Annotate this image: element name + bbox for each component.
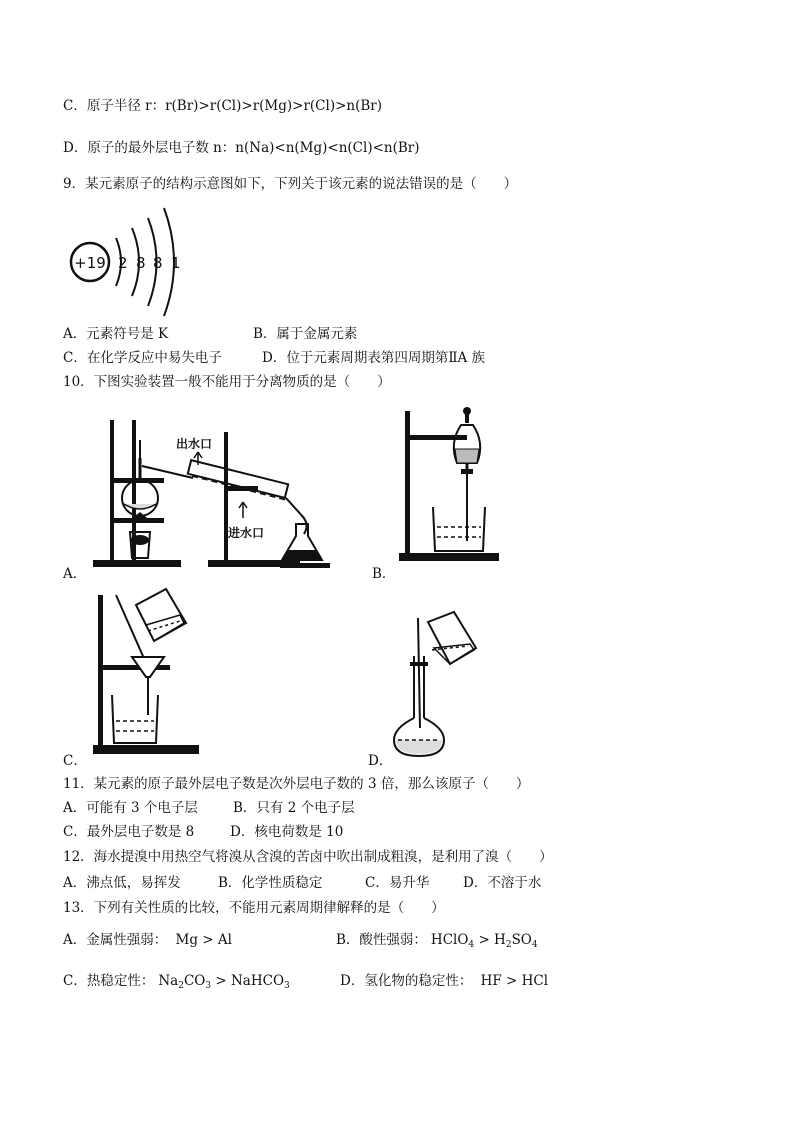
label-inlet: 进水口 <box>228 526 265 540</box>
q11-option-c: C．最外层电子数是 8 <box>63 824 195 840</box>
q13-d-label: D．氢化物的稳定性： <box>340 973 473 989</box>
q12-option-c: C．易升华 <box>365 875 430 891</box>
q13-option-a <box>63 931 232 949</box>
atomic-structure-diagram <box>60 200 200 320</box>
q10-option-c: C． <box>63 753 87 769</box>
q13-b-formula <box>431 932 538 948</box>
q13-b-sub2: 2 <box>505 940 512 950</box>
q13-b-part2: > H <box>474 932 506 948</box>
q13-stem: 13．下列有关性质的比较，不能用元素周期律解释的是（ ） <box>63 900 445 916</box>
q13-b-part3: SO <box>511 932 532 948</box>
q13-c-label: C．热稳定性： <box>63 973 155 989</box>
q13-b-label: B．酸性强弱： <box>336 932 427 948</box>
q10-stem: 10．下图实验装置一般不能用于分离物质的是（ ） <box>63 374 391 390</box>
q13-c-part1: Na <box>158 973 179 989</box>
q13-c-part3: > NaHCO <box>211 973 285 989</box>
q13-c-sub1: 2 <box>178 981 184 991</box>
shell-1-count: 2 <box>118 254 128 272</box>
q10-option-a: A． <box>63 566 87 582</box>
q12-stem: 12．海水提溴中用热空气将溴从含溴的苦卤中吹出制成粗溴，是利用了溴（ ） <box>63 849 553 865</box>
separatory-funnel-apparatus <box>395 403 505 568</box>
q9-option-a: A．元素符号是 K <box>63 326 169 342</box>
q13-d-formula: HF > HCl <box>480 973 549 989</box>
q10-option-d: D． <box>368 753 393 769</box>
volumetric-flask-apparatus <box>390 610 485 760</box>
q13-c-sub3: 3 <box>284 981 290 991</box>
q9-option-b: B．属于金属元素 <box>253 326 358 342</box>
q13-c-formula <box>158 973 289 989</box>
shell-4-count: 1 <box>171 254 181 272</box>
q13-a-formula: Mg > Al <box>175 932 232 948</box>
q13-option-b <box>336 931 538 954</box>
q8-option-c: C．原子半径 r：r(Br)>r(Cl)>r(Mg)>r(Cl)>n(Br) <box>63 98 383 114</box>
q12-option-a: A．沸点低，易挥发 <box>63 875 181 891</box>
q9-stem: 9．某元素原子的结构示意图如下，下列关于该元素的说法错误的是（ ） <box>63 176 518 192</box>
q11-stem: 11．某元素的原子最外层电子数是次外层电子数的 3 倍，那么该原子（ ） <box>63 776 530 792</box>
q11-option-b: B．只有 2 个电子层 <box>233 800 355 816</box>
shell-2-count: 8 <box>136 254 146 272</box>
q9-option-d: D．位于元素周期表第四周期第ⅡA 族 <box>262 350 486 366</box>
q13-c-sub2: 3 <box>205 981 212 991</box>
q13-a-label: A．金属性强弱： <box>63 932 168 948</box>
nucleus-charge: +19 <box>74 254 106 272</box>
q13-option-d <box>340 972 548 990</box>
q13-c-part2: CO <box>183 973 206 989</box>
q12-option-b: B．化学性质稳定 <box>218 875 323 891</box>
q13-option-c <box>63 972 290 995</box>
shell-3-count: 8 <box>153 254 163 272</box>
q12-option-d: D．不溶于水 <box>463 875 542 891</box>
filtration-apparatus <box>88 585 203 760</box>
distillation-apparatus <box>88 410 358 575</box>
q13-b-sub1: 4 <box>468 940 475 950</box>
label-outlet: 出水口 <box>176 437 213 451</box>
q9-option-c: C．在化学反应中易失电子 <box>63 350 222 366</box>
q13-b-part1: HClO <box>430 932 469 948</box>
q13-b-sub3: 4 <box>531 940 538 950</box>
q10-option-b: B． <box>372 566 396 582</box>
q11-option-a: A．可能有 3 个电子层 <box>63 800 198 816</box>
q8-option-d: D．原子的最外层电子数 n：n(Na)<n(Mg)<n(Cl)<n(Br) <box>63 140 420 156</box>
q11-option-d: D．核电荷数是 10 <box>230 824 344 840</box>
